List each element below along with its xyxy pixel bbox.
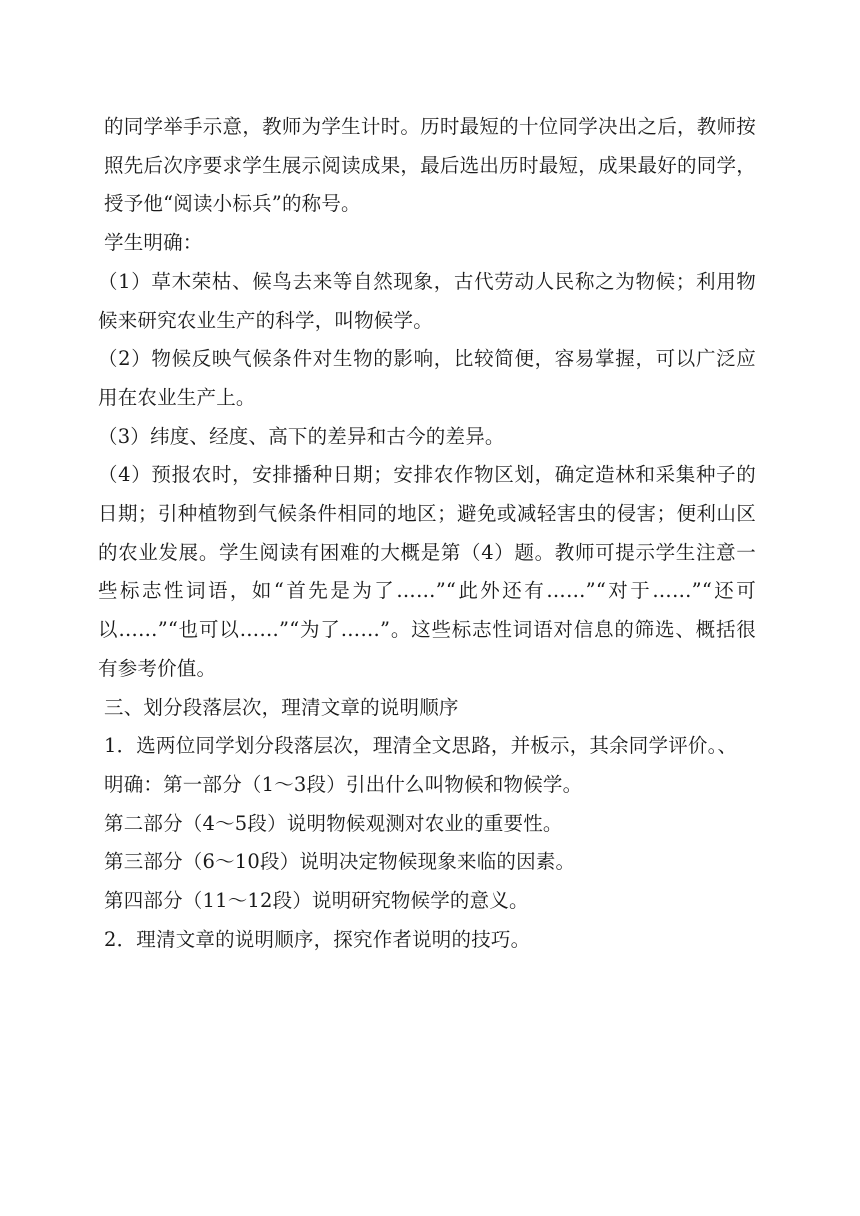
document-body [98,108,756,959]
task-1: 1．选两位同学划分段落层次，理清全文思路，并板示，其余同学评价。、 [104,734,738,758]
answer-item-4: （4）预报农时，安排播种日期；安排农作物区划，确定造林和采集种子的日期；引种植物到气候条件相同的地区；避免或减轻害虫的侵害；便利山区的农业发展。学生阅读有困难的大概是第（4）题。教师可提示学生注意一些标志性词语，如“首先是为了……”“此外还有……”“对于……”“还可以……”“也可以……”“为了……”。这些标志性词语对信息的筛选、概括很有参考价值。 [98,463,756,680]
answer-item-3: （3）纬度、经度、高下的差异和古今的差异。 [98,424,505,448]
clarify-part-1: 明确：第一部分（1～3段）引出什么叫物候和物候学。 [104,772,583,796]
paragraph-reading-activity: 的同学举手示意，教师为学生计时。历时最短的十位同学决出之后，教师按照先后次序要求学生展示阅读成果，最后选出历时最短，成果最好的同学，授予他“阅读小标兵”的称号。 [104,115,756,216]
clarify-part-3: 第三部分（6～10段）说明决定物候现象来临的因素。 [104,850,576,874]
paragraph-students-clarify: 学生明确： [104,231,203,255]
answer-item-2: （2）物候反映气候条件对生物的影响，比较简便，容易掌握，可以广泛应用在农业生产上。 [98,347,756,409]
answer-item-1: （1）草木荣枯、候鸟去来等自然现象，古代劳动人民称之为物候；利用物候来研究农业生产的科学，叫物候学。 [98,269,756,332]
clarify-part-4: 第四部分（11～12段）说明研究物候学的意义。 [104,889,529,913]
clarify-part-2: 第二部分（4～5段）说明物候观测对农业的重要性。 [104,811,563,835]
section-heading-3: 三、划分段落层次，理清文章的说明顺序 [104,695,459,719]
task-2: 2．理清文章的说明顺序，探究作者说明的技巧。 [104,927,531,951]
